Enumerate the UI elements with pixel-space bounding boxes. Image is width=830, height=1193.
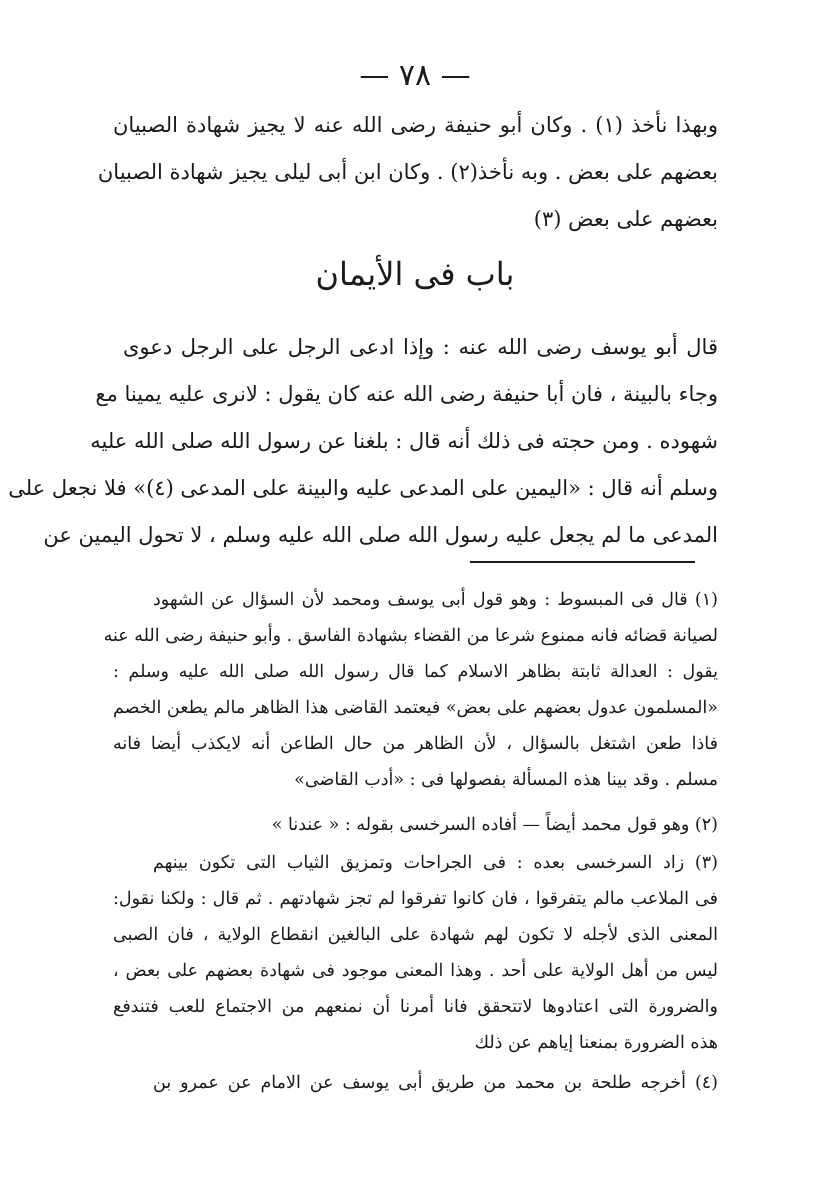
text-line: بعضهم على بعض (٣) xyxy=(533,207,718,231)
text-line: المدعى ما لم يجعل عليه رسول الله صلى الله عليه وسلم ، لا تحول اليمين عن xyxy=(43,523,718,547)
footnote-divider xyxy=(470,561,695,563)
footnote-line: فى الملاعب مالم يتفرقوا ، فان كانوا تفرقوا لم تجز شهادتهم . ثم قال : ولكنا نقول: xyxy=(113,889,718,909)
footnote-line: والضرورة التى اعتادوها لاتتحقق فانا أمرنا أن نمنعهم من الاجتماع للعب فتندفع xyxy=(113,997,718,1017)
text-line: قال أبو يوسف رضى الله عنه : وإذا ادعى الرجل على الرجل دعوى xyxy=(123,335,718,359)
footnote-line: (١) قال فى المبسوط : وهو قول أبى يوسف ومحمد لأن السؤال عن الشهود xyxy=(153,590,718,610)
text-line: وبهذا نأخذ (١) . وكان أبو حنيفة رضى الله عنه لا يجيز شهادة الصبيان xyxy=(113,113,718,137)
text-line: شهوده . ومن حجته فى ذلك أنه قال : بلغنا عن رسول الله صلى الله عليه xyxy=(90,429,718,453)
footnote-line: لصيانة قضائه فانه ممنوع شرعا من القضاء بشهادة الفاسق . وأبو حنيفة رضى الله عنه xyxy=(103,626,718,646)
footnote-line: (٣) زاد السرخسى بعده : فى الجراحات وتمزيق الثياب التى تكون بينهم xyxy=(153,853,718,873)
text-line: بعضهم على بعض . وبه نأخذ(٢) . وكان ابن أبى ليلى يجيز شهادة الصبيان xyxy=(97,160,718,184)
footnote-line: ليس من أهل الولاية على أحد . وهذا المعنى موجود فى شهادة بعضهم على بعض ، xyxy=(113,961,718,981)
footnote-line: (٢) وهو قول محمد أيضاً — أفاده السرخسى بقوله : « عندنا » xyxy=(271,815,718,835)
footnote-line: المعنى الذى لأجله لا تكون لهم شهادة على البالغين انقطاع الولاية ، فان الصبى xyxy=(113,925,718,945)
footnote-line: مسلم . وقد بينا هذه المسألة بفصولها فى : «أدب القاضى» xyxy=(294,770,718,790)
text-line: وسلم أنه قال : «اليمين على المدعى عليه والبينة على المدعى (٤)» فلا نجعل على xyxy=(8,476,718,500)
footnote-line: هذه الضرورة بمنعنا إياهم عن ذلك xyxy=(474,1033,718,1053)
footnote-line: «المسلمون عدول بعضهم على بعض» فيعتمد القاضى هذا الظاهر مالم يطعن الخصم xyxy=(113,698,718,718)
footnote-line: (٤) أخرجه طلحة بن محمد من طريق أبى يوسف عن الامام عن عمرو بن xyxy=(153,1073,718,1093)
footnote-line: فاذا طعن اشتغل بالسؤال ، لأن الظاهر من حال الطاعن أنه لايكذب أيضا فانه xyxy=(113,734,718,754)
page-number: — ٧٨ — xyxy=(359,58,471,93)
text-line: وجاء بالبينة ، فان أبا حنيفة رضى الله عنه كان يقول : لانرى عليه يمينا مع xyxy=(95,382,718,406)
chapter-heading: باب فى الأيمان xyxy=(315,255,515,293)
footnote-line: يقول : العدالة ثابتة بظاهر الاسلام كما قال رسول الله صلى الله عليه وسلم : xyxy=(113,662,718,682)
